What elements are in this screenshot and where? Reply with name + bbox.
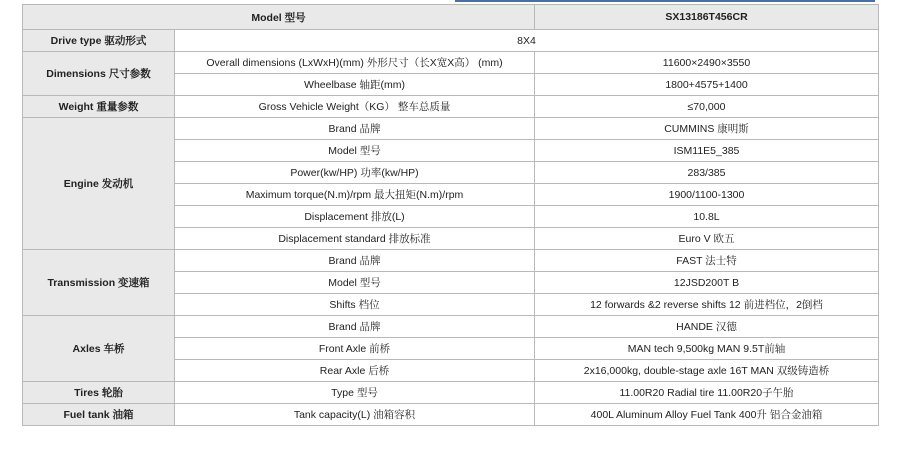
spec-value: HANDE 汉德 [535,316,879,338]
spec-label: Gross Vehicle Weight（KG） 整车总质量 [175,96,535,118]
spec-label: Brand 品牌 [175,316,535,338]
spec-value: 1800+4575+1400 [535,74,879,96]
category-axles: Axles 车桥 [23,316,175,382]
spec-value: MAN tech 9,500kg MAN 9.5T前轴 [535,338,879,360]
category-dimensions: Dimensions 尺寸参数 [23,52,175,96]
spec-value: 11.00R20 Radial tire 11.00R20子午胎 [535,382,879,404]
table-header-row [23,5,879,30]
category-fuel-tank: Fuel tank 油箱 [23,404,175,426]
table-row [23,382,879,404]
table-row [23,96,879,118]
table-row [23,118,879,140]
top-accent-line [455,0,875,2]
spec-value: 12JSD200T B [535,272,879,294]
table-row [23,30,879,52]
spec-value: 10.8L [535,206,879,228]
spec-label: Maximum torque(N.m)/rpm 最大扭矩(N.m)/rpm [175,184,535,206]
model-header-value: SX13186T456CR [535,5,879,30]
spec-value: CUMMINS 康明斯 [535,118,879,140]
spec-label: Power(kw/HP) 功率(kw/HP) [175,162,535,184]
category-engine: Engine 发动机 [23,118,175,250]
spec-label: Shifts 档位 [175,294,535,316]
spec-label: Brand 品牌 [175,250,535,272]
spec-label: Tank capacity(L) 油箱容积 [175,404,535,426]
spec-table [22,4,879,426]
model-header-label: Model 型号 [23,5,535,30]
drive-type-value: 8X4 [175,30,879,52]
category-tires: Tires 轮胎 [23,382,175,404]
spec-value: 283/385 [535,162,879,184]
spec-value: Euro V 欧五 [535,228,879,250]
spec-label: Wheelbase 轴距(mm) [175,74,535,96]
spec-value: ISM11E5_385 [535,140,879,162]
spec-label: Type 型号 [175,382,535,404]
spec-value: 1900/1100-1300 [535,184,879,206]
spec-label: Rear Axle 后桥 [175,360,535,382]
spec-label: Front Axle 前桥 [175,338,535,360]
spec-value: 12 forwards &2 reverse shifts 12 前进档位，2倒档 [535,294,879,316]
category-transmission: Transmission 变速箱 [23,250,175,316]
table-row [23,316,879,338]
category-drive-type: Drive type 驱动形式 [23,30,175,52]
spec-value: 2x16,000kg, double-stage axle 16T MAN 双级铸造桥 [535,360,879,382]
spec-value: 400L Aluminum Alloy Fuel Tank 400升 铝合金油箱 [535,404,879,426]
spec-value: ≤70,000 [535,96,879,118]
category-weight: Weight 重量参数 [23,96,175,118]
spec-label: Model 型号 [175,140,535,162]
table-row [23,52,879,74]
spec-value: 11600×2490×3550 [535,52,879,74]
table-row [23,250,879,272]
spec-label: Model 型号 [175,272,535,294]
spec-value: FAST 法士特 [535,250,879,272]
table-row [23,404,879,426]
spec-label: Brand 品牌 [175,118,535,140]
spec-label: Displacement standard 排放标准 [175,228,535,250]
spec-label: Displacement 排放(L) [175,206,535,228]
spec-label: Overall dimensions (LxWxH)(mm) 外形尺寸（长X宽X高） (mm) [175,52,535,74]
